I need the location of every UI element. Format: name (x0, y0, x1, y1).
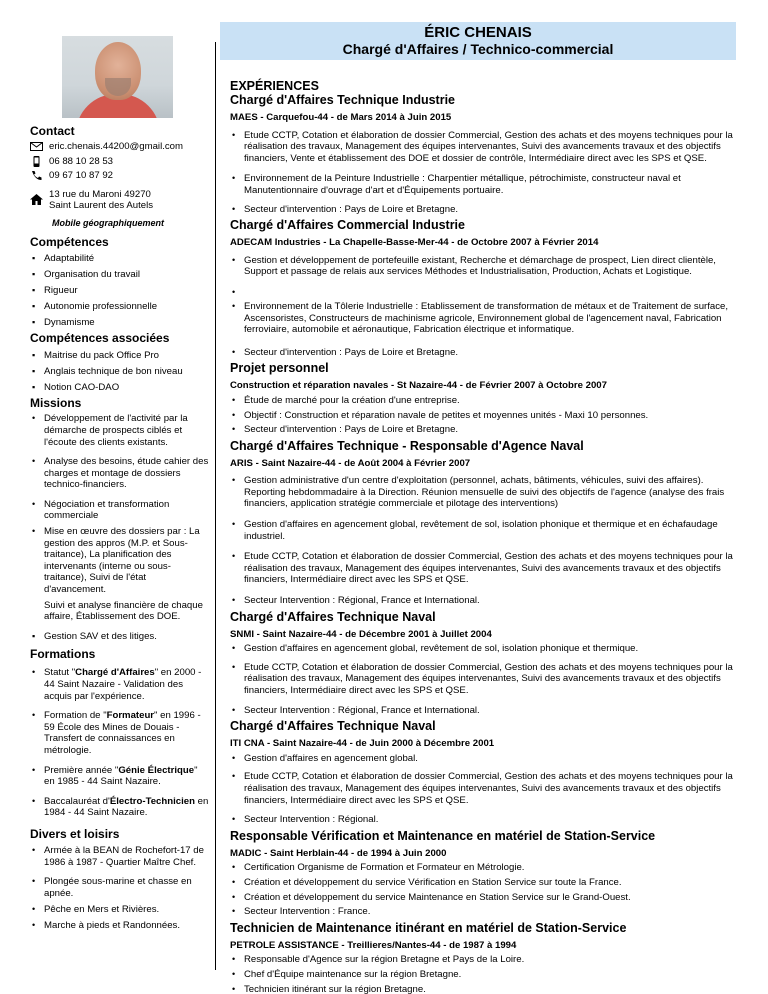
job-sub-4: SNMI - Saint Nazaire-44 - de Décembre 2001 à Juillet 2004 (230, 628, 492, 640)
job-item: • Certification Organisme de Formation et Formateur en Métrologie. (230, 862, 740, 874)
mission-item: • Négociation et transformation commerciale (30, 499, 210, 522)
competences-associees-list (30, 350, 210, 394)
contact-phone: 09 67 10 87 92 (49, 170, 114, 182)
envelope-icon (30, 141, 43, 152)
formations-title: Formations (30, 647, 96, 662)
home-icon (30, 194, 43, 205)
job-item: • Gestion d'affaires en agencement global. (230, 753, 740, 765)
job-item: • Secteur d'intervention : Pays de Loire et Bretagne. (230, 424, 740, 436)
competence-item: ▪ Dynamisme (30, 317, 210, 329)
formation-item: • Formation de "Formateur" en 1996 - 59 École des Mines de Douais - Transfert de connaissances en métrologie. (30, 710, 210, 756)
job-title-1: Chargé d'Affaires Commercial Industrie (230, 218, 465, 233)
candidate-name: ÉRIC CHENAIS (424, 24, 532, 41)
job-item: • Secteur d'intervention : Pays de Loire et Bretagne. (230, 347, 740, 359)
mission-item-last: ▪ Gestion SAV et des litiges. (30, 631, 210, 643)
formation-item: • Baccalauréat d'Électro-Technicien en 1984 - 44 Saint Nazaire. (30, 796, 210, 819)
competence-associee-item: ▪ Notion CAO-DAO (30, 382, 210, 394)
job-items-5 (230, 753, 740, 826)
right-column (230, 79, 740, 994)
contact-address-line1: 13 rue du Maroni 49270 (49, 188, 151, 200)
job-sub-6: MADIC - Saint Herblain-44 - de 1994 à Juin 2000 (230, 847, 447, 859)
job-item: • Etude CCTP, Cotation et élaboration de dossier Commercial, Gestion des achats et des moyens techniques pour la réalisation des travaux, Management des équipes intervenantes, Suivi des avancements travaux et des objectifs financiers, Intermédiaire direct avec les SPS et QSE. (230, 662, 740, 697)
formations-list (30, 667, 210, 819)
mission-continuation: Suivi et analyse financière de chaque affaire, Établissement des DOE. (44, 599, 203, 623)
contact-email-row (30, 141, 210, 153)
job-item: • Gestion et développement de portefeuille existant, Recherche et démarchage de prospect, Lien direct clientèle, Support et passage de relais aux services Méthodes et Industrialisation, Production, Achats et Logistique. (230, 255, 740, 278)
job-title-4: Chargé d'Affaires Technique Naval (230, 609, 436, 624)
job-item: • Objectif : Construction et réparation navale de petites et moyennes unités - Maxi 10 personnes. (230, 410, 740, 422)
job-items-4 (230, 643, 740, 716)
contact-title: Contact (30, 124, 75, 138)
missions-title: Missions (30, 396, 82, 411)
job-item: • Secteur Intervention : Régional, France et International. (230, 705, 740, 717)
job-sub-2: Construction et réparation navales - St Nazaire-44 - de Février 2007 à Octobre 2007 (230, 380, 607, 392)
loisir-item: • Plongée sous-marine et chasse en apnée. (30, 876, 210, 899)
job-items-3 (230, 475, 740, 606)
job-item: • Responsable d'Agence sur la région Bretagne et Pays de la Loire. (230, 954, 740, 966)
job-item: • Création et développement du service Vérification en Station Service sur toute la France. (230, 877, 740, 889)
competence-item: ▪ Adaptabilité (30, 253, 210, 265)
job-item: • Etude CCTP, Cotation et élaboration de dossier Commercial, Gestion des achats et des moyens techniques pour la réalisation des travaux, Management des équipes intervenantes, Suivi des avancements travaux et des objectifs financiers, Intermédiaire direct avec les SPS et QSE. (230, 771, 740, 806)
loisir-item: • Marche à pieds et Randonnées. (30, 920, 210, 932)
job-item: • Etude CCTP, Cotation et élaboration de dossier Commercial, Gestion des achats et des moyens techniques pour la réalisation des travaux, Management des équipes intervenantes, Suivi des avancements travaux et des objectifs financiers, Vente et établissement des DOE et dossier de contrôle, Intermédiaire direct avec les SPS et QSE. (230, 130, 740, 165)
contact-phone-row (30, 170, 210, 182)
job-item: • Environnement de la Tôlerie Industrielle : Etablissement de transformation de métaux et de Traitement de surface, Ascensoristes, Constructeurs de machinisme agricole, Environnement global de l'agencement naval, Fabrication ferroviaire, automobile et aéronautique, Fabrication électrique et informatique. (230, 301, 740, 336)
job-title-6: Responsable Vérification et Maintenance en matériel de Station-Service (230, 828, 656, 843)
job-item-empty (230, 287, 740, 298)
loisir-item: • Armée à la BEAN de Rochefort-17 de 1986 à 1987 - Quartier Maître Chef. (30, 845, 210, 868)
mission-item: • Analyse des besoins, étude cahier des charges et montage de dossiers technico-financiers. (30, 456, 210, 491)
job-item: • Etude CCTP, Cotation et élaboration de dossier Commercial, Gestion des achats et des moyens techniques pour la réalisation des travaux, Management des équipes intervenantes, Suivi des avancements travaux et des objectifs financiers, Intermédiaire direct avec les SPS et QSE. (230, 551, 740, 586)
job-title-3: Chargé d'Affaires Technique - Responsable d'Agence Naval (230, 438, 584, 453)
mobility-note: Mobile géographiquement (52, 217, 165, 228)
competence-item: ▪ Autonomie professionnelle (30, 301, 210, 313)
job-sub-5: ITI CNA - Saint Nazaire-44 - de Juin 2000 à Décembre 2001 (230, 738, 495, 750)
job-item: • Secteur Intervention : Régional, France et International. (230, 595, 740, 607)
job-item: • Création et développement du service Maintenance en Station Service sur le Grand-Ouest. (230, 892, 740, 904)
formation-item: • Statut "Chargé d'Affaires" en 2000 - 44 Saint Nazaire - Validation des acquis par l'expérience. (30, 667, 210, 702)
competences-associees-title: Compétences associées (30, 331, 170, 346)
mission-item: • Développement de l'activité par la démarche de prospects ciblés et l'écoute des clients existants. (30, 413, 210, 448)
competences-title: Compétences (30, 234, 109, 249)
experiences-title: EXPÉRIENCES (230, 79, 319, 93)
job-item: • Technicien itinérant sur la région Bretagne. (230, 984, 740, 994)
contact-mobile-row (30, 156, 210, 168)
competence-associee-item: ▪ Anglais technique de bon niveau (30, 366, 210, 378)
loisirs-list (30, 845, 210, 932)
job-title-7: Technicien de Maintenance itinérant en matériel de Station-Service (230, 920, 627, 935)
job-sub-0: MAES - Carquefou-44 - de Mars 2014 à Juin 2015 (230, 112, 452, 123)
competence-item: ▪ Organisation du travail (30, 269, 210, 281)
contact-email: eric.chenais.44200@gmail.com (49, 141, 183, 152)
job-title-0: Chargé d'Affaires Technique Industrie (230, 93, 455, 107)
job-item: • Gestion administrative d'un centre d'exploitation (personnel, achats, bâtiments, véhicules, suivi des affaires). Reporting hebdommadaire à la Direction. Réunion mensuelle de suivi des objectifs de l'agence (analyse des frais financiers, application stratégie commerciale et pilotage des interventions) (230, 475, 740, 510)
phone-icon (30, 170, 43, 181)
job-items-6 (230, 862, 740, 917)
job-title-2: Projet personnel (230, 361, 329, 376)
job-items-0 (230, 130, 740, 216)
job-title-5: Chargé d'Affaires Technique Naval (230, 719, 436, 734)
job-items-7 (230, 954, 740, 994)
job-sub-3: ARIS - Saint Nazaire-44 - de Août 2004 à Février 2007 (230, 457, 471, 469)
loisirs-title: Divers et loisirs (30, 826, 120, 841)
job-item: • Gestion d'affaires en agencement global, revêtement de sol, isolation phonique et thermique et en échafaudage industriel. (230, 519, 740, 542)
formation-item: • Première année "Génie Électrique" en 1985 - 44 Saint Nazaire. (30, 765, 210, 788)
loisir-item: • Pêche en Mers et Rivières. (30, 904, 210, 916)
competence-item: ▪ Rigueur (30, 285, 210, 297)
missions-last-list (30, 631, 210, 643)
job-item: • Secteur d'intervention : Pays de Loire et Bretagne. (230, 204, 740, 216)
job-item: • Gestion d'affaires en agencement global, revêtement de sol, isolation phonique et thermique. (230, 643, 740, 655)
job-item: • Secteur Intervention : Régional. (230, 814, 740, 826)
contact-address-line2: Saint Laurent des Autels (49, 200, 154, 212)
contact-address-row (30, 189, 210, 212)
job-item: • Environnement de la Peinture Industrielle : Charpentier métallique, pétrochimiste, constructeur naval et Manutentionnaire d'ouvrage d'art et d'Équipements portuaire. (230, 173, 740, 196)
competences-list (30, 253, 210, 329)
cv-header (220, 22, 736, 60)
job-items-2 (230, 395, 740, 436)
mission-item: • Mise en œuvre des dossiers par : La gestion des appros (M.P. et Sous-traitance), La planification des intervenants (interne ou sous-traitance), Suivi de l'état d'avancement. (30, 526, 210, 596)
job-sub-1: ADECAM Industries - La Chapelle-Basse-Mer-44 - de Octobre 2007 à Février 2014 (230, 237, 599, 249)
missions-list (30, 413, 210, 595)
job-sub-7: PETROLE ASSISTANCE - Treillieres/Nantes-44 - de 1987 à 1994 (230, 939, 517, 951)
column-divider (215, 42, 216, 970)
job-item: • Chef d'Équipe maintenance sur la région Bretagne. (230, 969, 740, 981)
left-column (30, 124, 210, 932)
job-title: Chargé d'Affaires / Technico-commercial (342, 41, 614, 57)
contact-mobile: 06 88 10 28 53 (49, 155, 114, 167)
job-items-1 (230, 255, 740, 359)
competence-associee-item: ▪ Maitrise du pack Office Pro (30, 350, 210, 362)
job-item: • Secteur Intervention : France. (230, 906, 740, 918)
profile-photo (62, 36, 173, 118)
mobile-phone-icon (30, 156, 43, 167)
job-item: • Étude de marché pour la création d'une entreprise. (230, 395, 740, 407)
